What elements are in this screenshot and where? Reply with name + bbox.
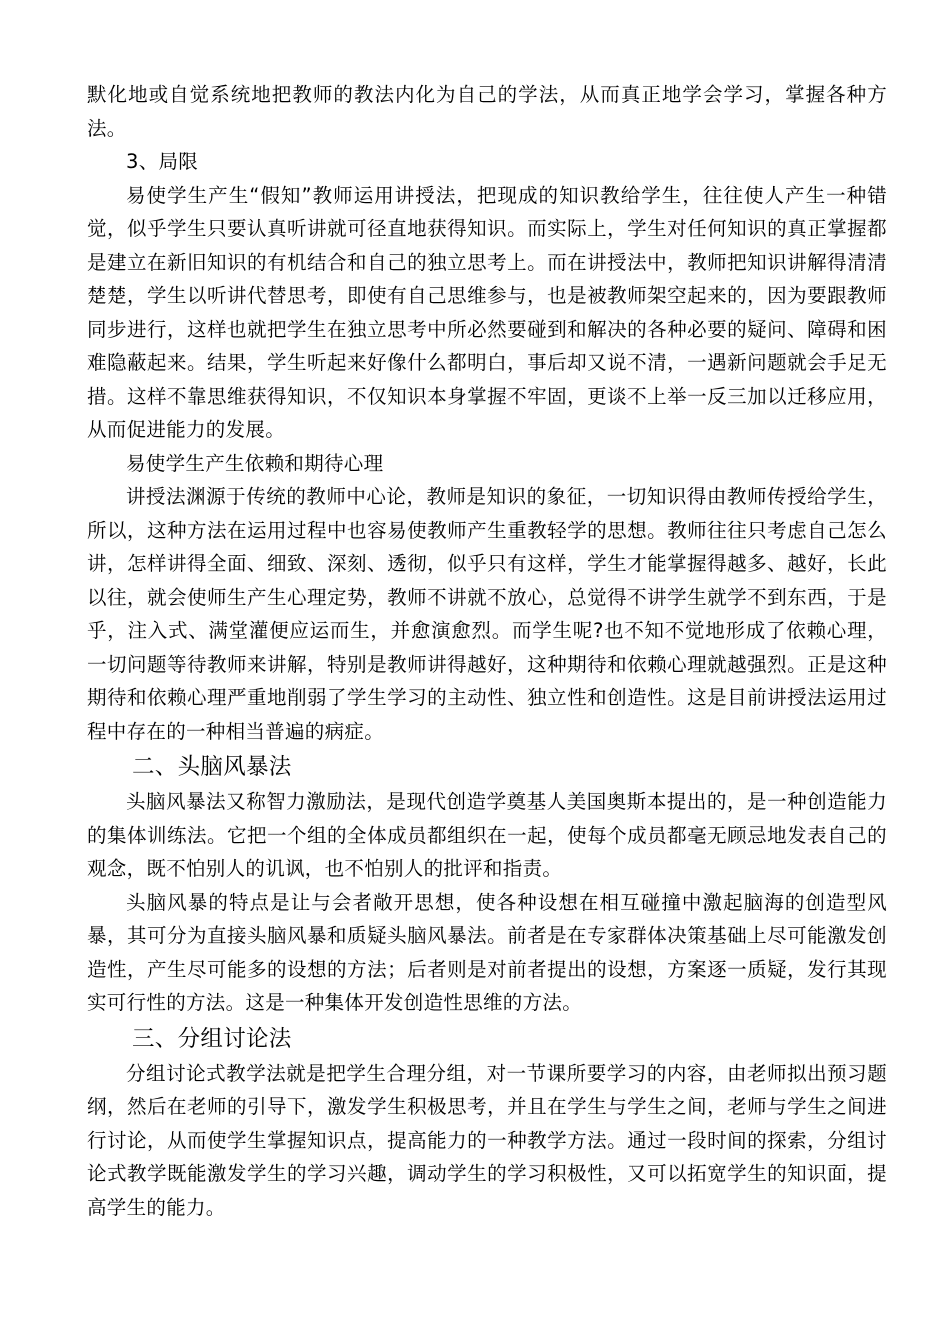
heading-dependence: 易使学生产生依赖和期待心理 [126,451,384,475]
document-page [87,78,887,1224]
heading-group-discussion: 三、分组讨论法 [132,1025,292,1052]
paragraph-brainstorm-features: 头脑风暴的特点是让与会者敞开思想，使各种设想在相互碰撞中激起脑海的创造型风暴，其可分为直接头脑风暴和质疑头脑风暴法。前者是在专家群体决策基础上尽可能激发创造性，产生尽可能多的设想的方法；后者则是对前者提出的设想，方案逐一质疑，发行其现实可行性的方法。这是一种集体开发创造性思维的方法。 [87,890,887,1014]
heading-brainstorm: 二、头脑风暴法 [132,754,292,780]
paragraph-group-discussion: 分组讨论式教学法就是把学生合理分组，对一节课所要学习的内容，由老师拟出预习题纲，然后在老师的引导下，激发学生积极思考，并且在学生与学生之间，老师与学生之间进行讨论，从而使学生掌握知识点，提高能力的一种教学方法。通过一段时间的探索，分组讨论式教学既能激发学生的学习兴趣，调动学生的学习积极性，又可以拓宽学生的知识面，提高学生的能力。 [87,1061,887,1219]
paragraph-false-knowledge: 易使学生产生“假知”教师运用讲授法，把现成的知识教给学生，往往使人产生一种错觉，似乎学生只要认真听讲就可径直地获得知识。而实际上，学生对任何知识的真正掌握都是建立在新旧知识的有机结合和自己的独立思考上。而在讲授法中，教师把知识讲解得清清楚楚，学生以听讲代替思考，即使有自己思维参与，也是被教师架空起来的，因为要跟教师同步进行，这样也就把学生在独立思考中所必然要碰到和解决的各种必要的疑问、障碍和困难隐蔽起来。结果，学生听起来好像什么都明白，事后却又说不清，一遇新问题就会手足无措。这样不靠思维获得知识，不仅知识本身掌握不牢固，更谈不上举一反三加以迁移应用，从而促进能力的发展。 [87,183,887,441]
paragraph-brainstorm-definition: 头脑风暴法又称智力激励法，是现代创造学奠基人美国奥斯本提出的，是一种创造能力的集体训练法。它把一个组的全体成员都组织在一起，使每个成员都毫无顾忌地发表自己的观念，既不怕别人的讥讽，也不怕别人的批评和指责。 [87,790,887,880]
paragraph-continuation: 默化地或自觉系统地把教师的教法内化为自己的学法，从而真正地学会学习，掌握各种方法。 [87,83,887,140]
paragraph-dependence: 讲授法渊源于传统的教师中心论，教师是知识的象征，一切知识得由教师传授给学生，所以，这种方法在运用过程中也容易使教师产生重教轻学的思想。教师往往只考虑自己怎么讲，怎样讲得全面、细致、深刻、透彻，似乎只有这样，学生才能掌握得越多、越好，长此以往，就会使师生产生心理定势，教师不讲就不放心，总觉得不讲学生就学不到东西，于是乎，注入式、满堂灌便应运而生，并愈演愈烈。而学生呢?也不知不觉地形成了依赖心理，一切问题等待教师来讲解，特别是教师讲得越好，这种期待和依赖心理就越强烈。正是这种期待和依赖心理严重地削弱了学生学习的主动性、独立性和创造性。这是目前讲授法运用过程中存在的一种相当普遍的病症。 [87,485,887,743]
heading-limitations: 3、局限 [126,150,199,173]
